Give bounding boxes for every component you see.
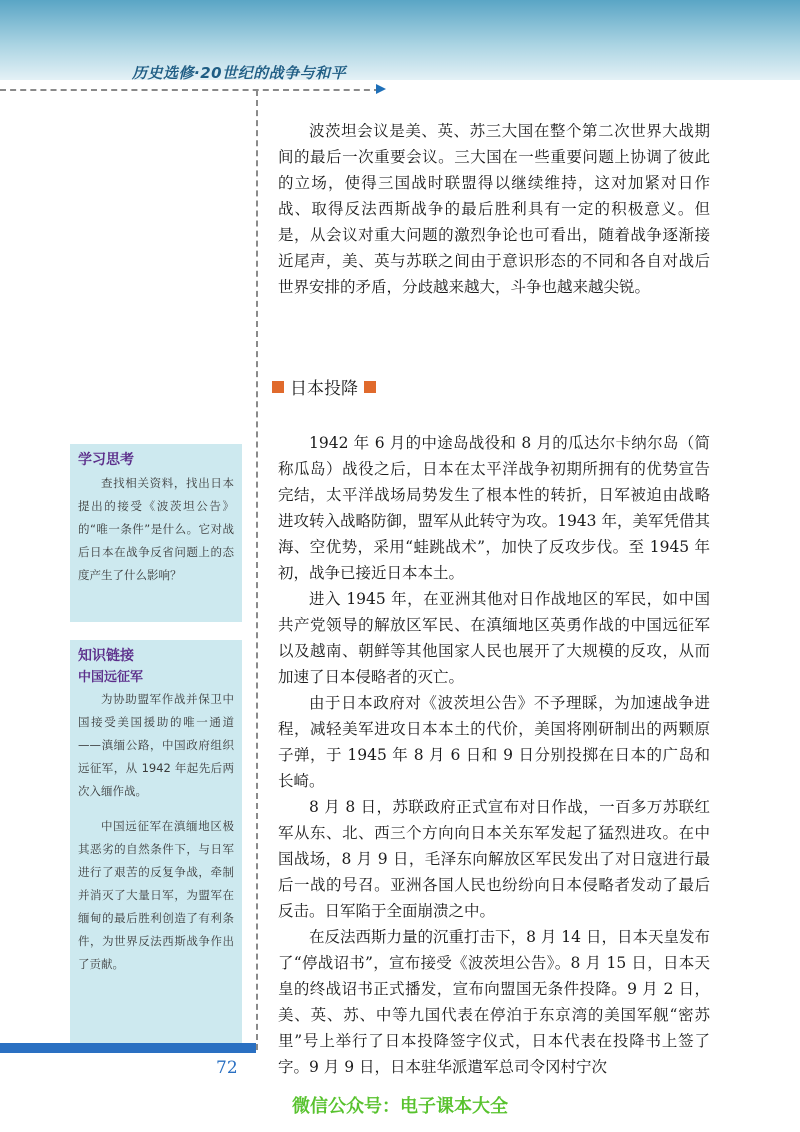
watermark-text: 微信公众号：电子课本大全 [292,1096,508,1117]
knowledge-link-paragraph: 中国远征军在滇缅地区极其恶劣的自然条件下，与日军进行了艰苦的反复争战，牵制并消灭了大量日军，为盟军在缅甸的最后胜利创造了有利条件，为世界反法西斯战争作出了贡献。 [78,819,234,971]
paragraph: 8 月 8 日，苏联政府正式宣布对日作战，一百多万苏联红军从东、北、西三个方向向日本关东军发起了猛烈进攻。在中国战场，8 月 9 日，毛泽东向解放区军民发出了对日寇进行最后一战的号召。亚洲各国人民也纷纷向日本侵略者发动了最后反击。日军陷于全面崩溃之中。 [278,798,710,920]
footer-bar [0,1043,256,1053]
knowledge-link-box [70,640,242,1044]
arrow-right-icon [376,84,386,94]
paragraph: 在反法西斯力量的沉重打击下，8 月 14 日，日本天皇发布了“停战诏书”，宣布接受《波茨坦公告》。8 月 15 日，日本天皇的终战诏书正式播发，宣布向盟国无条件投降。9 月 2 日，美、英、苏、中等九国代表在停泊于东京湾的美国军舰“密苏里”号上举行了日本投降签字仪式，日本代表在投降书上签了字。9 月 9 日，日本驻华派遣军总司令冈村宁次 [278,928,710,1076]
study-think-box [70,444,242,622]
paragraph: 进入 1945 年，在亚洲其他对日作战地区的军民，如中国共产党领导的解放区军民、在滇缅地区英勇作战的中国远征军以及越南、朝鲜等其他国家人民也展开了大规模的反攻，从而加速了日本侵略者的灭亡。 [278,590,710,686]
header-banner [0,0,800,80]
study-think-text: 查找相关资料，找出日本提出的接受《波茨坦公告》的“唯一条件”是什么。它对战后日本在战争反省问题上的态度产生了什么影响？ [78,476,234,582]
section-heading [272,374,376,399]
main-text [278,430,710,1080]
column-divider [256,90,258,1050]
knowledge-link-title: 知识链接 [78,648,134,664]
knowledge-link-subtitle: 中国远征军 [78,670,144,685]
book-title: 历史选修·20世纪的战争与和平 [132,64,347,82]
paragraph: 波茨坦会议是美、英、苏三大国在整个第二次世界大战期间的最后一次重要会议。三大国在一些重要问题上协调了彼此的立场，使得三国战时联盟得以继续维持，这对加紧对日作战、取得反法西斯战争的最后胜利具有一定的积极意义。但是，从会议对重大问题的激烈争论也可看出，随着战争逐渐接近尾声，美、英与苏联之间由于意识形态的不同和各自对战后世界安排的矛盾，分歧越来越大，斗争也越来越尖锐。 [278,122,710,296]
page-number: 72 [216,1058,238,1078]
intro-text [278,118,710,300]
paragraph: 由于日本政府对《波茨坦公告》不予理睬，为加速战争进程，减轻美军进攻日本本土的代价，美国将刚研制出的两颗原子弹，于 1945 年 8 月 6 日和 9 日分别投掷在日本的广岛和长崎。 [278,694,710,790]
knowledge-link-paragraph: 为协助盟军作战并保卫中国接受美国援助的唯一通道——滇缅公路，中国政府组织远征军，从 1942 年起先后两次入缅作战。 [78,692,234,798]
square-bullet-icon [364,381,376,393]
study-think-title: 学习思考 [78,452,134,468]
square-bullet-icon [272,381,284,393]
paragraph: 1942 年 6 月的中途岛战役和 8 月的瓜达尔卡纳尔岛（简称瓜岛）战役之后，日本在太平洋战争初期所拥有的优势宣告完结，太平洋战场局势发生了根本性的转折，日军被迫由战略进攻转入战略防御，盟军从此转守为攻。1943 年，美军凭借其海、空优势，采用“蛙跳战术”，加快了反攻步伐。至 1945 年初，战争已接近日本本土。 [278,434,710,582]
section-title: 日本投降 [290,379,358,399]
header-divider [0,89,380,91]
